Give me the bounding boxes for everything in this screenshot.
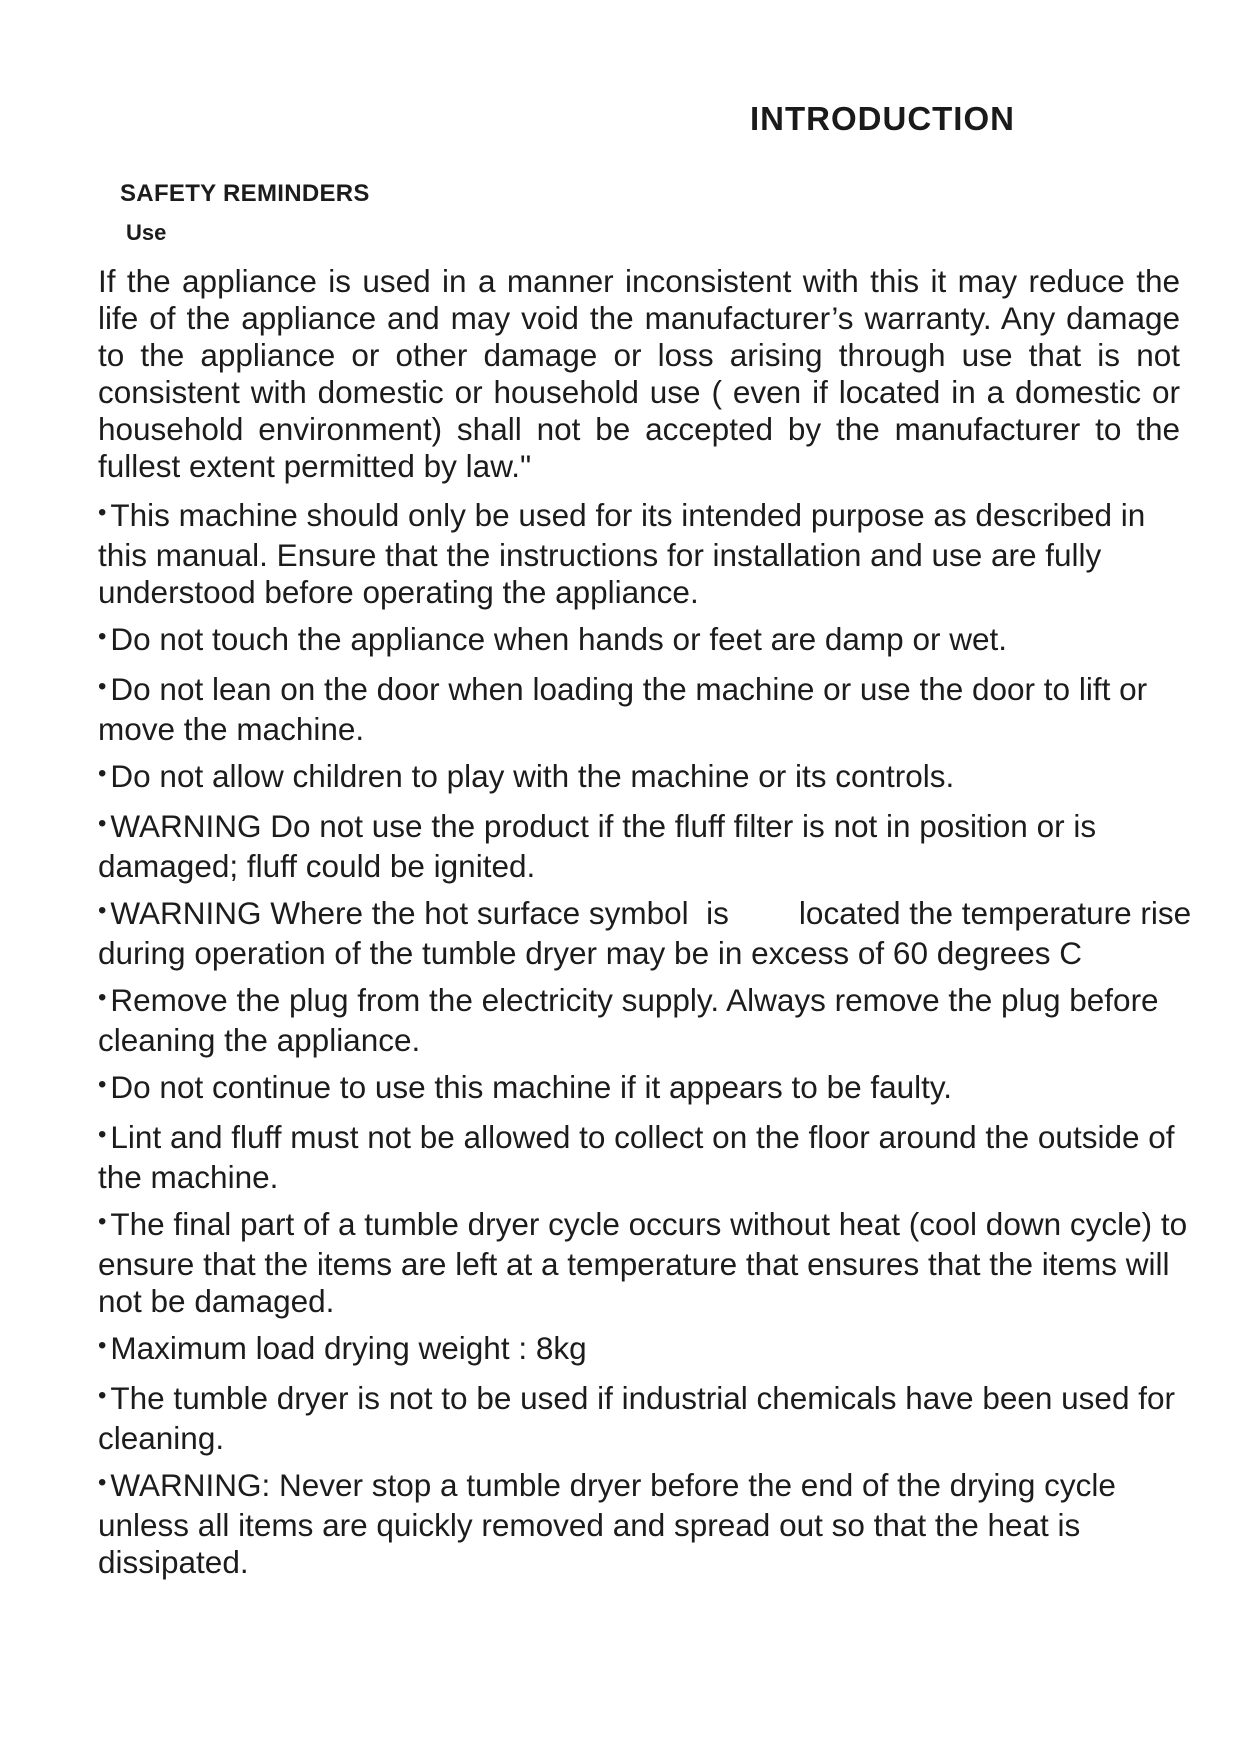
bullet-icon: • (98, 1469, 107, 1496)
safety-list (98, 497, 1198, 1581)
list-item (98, 1330, 1198, 1370)
list-item (98, 982, 1198, 1059)
bullet-icon: • (98, 1208, 107, 1235)
list-item (98, 808, 1198, 885)
section-heading: SAFETY REMINDERS (120, 180, 370, 207)
list-item (98, 1206, 1198, 1320)
list-item (98, 1380, 1198, 1457)
bullet-icon: • (98, 623, 107, 650)
bullet-icon: • (98, 1382, 107, 1409)
list-item-text: The final part of a tumble dryer cycle occurs without heat (cool down cycle) to ensure that the items are left at a temperature that ensures that the items will not be damaged. (98, 1206, 1188, 1319)
bullet-icon: • (98, 1332, 107, 1359)
list-item-text: Do not continue to use this machine if it appears to be faulty. (110, 1069, 953, 1105)
page-title: INTRODUCTION (750, 100, 1015, 137)
list-item-text: Do not touch the appliance when hands or feet are damp or wet. (110, 621, 1007, 657)
bullet-icon: • (98, 897, 107, 924)
intro-paragraph: If the appliance is used in a manner inconsistent with this it may reduce the life of the appliance and may void the manufacturer’s warranty. Any damage to the appliance or other damage or loss arising through use that is not consistent with domestic or household use ( even if located in a domestic or household environment) shall not be accepted by the manufacturer to the fullest extent permitted by law." (98, 263, 1180, 484)
list-item (98, 497, 1198, 611)
list-item-text: The tumble dryer is not to be used if industrial chemicals have been used for cleaning. (98, 1380, 1175, 1456)
sub-heading: Use (126, 220, 167, 245)
bullet-icon: • (98, 499, 107, 526)
body-text (98, 263, 1198, 1591)
list-item-text: WARNING Where the hot surface symbol is located the temperature rise during operation of the tumble dryer may be in excess of 60 degrees C (98, 895, 1200, 971)
list-item-text: Lint and fluff must not be allowed to collect on the floor around the outside of the machine. (98, 1119, 1175, 1195)
bullet-icon: • (98, 810, 107, 837)
list-item-text: Do not lean on the door when loading the machine or use the door to lift or move the machine. (98, 671, 1148, 747)
list-item (98, 895, 1198, 972)
list-item (98, 621, 1198, 661)
bullet-icon: • (98, 673, 107, 700)
list-item (98, 1119, 1198, 1196)
list-item (98, 671, 1198, 748)
list-item-text: WARNING: Never stop a tumble dryer before the end of the drying cycle unless all items are quickly removed and spread out so that the heat is dissipated. (98, 1467, 1116, 1580)
list-item-text: Do not allow children to play with the machine or its controls. (110, 758, 955, 794)
list-item-text: Remove the plug from the electricity supply. Always remove the plug before cleaning the appliance. (98, 982, 1159, 1058)
list-item (98, 1467, 1198, 1581)
list-item-text: Maximum load drying weight : 8kg (110, 1330, 587, 1366)
bullet-icon: • (98, 1071, 107, 1098)
list-item (98, 758, 1198, 798)
list-item (98, 1069, 1198, 1109)
bullet-icon: • (98, 1121, 107, 1148)
list-item-text: WARNING Do not use the product if the fluff filter is not in position or is damaged; fluff could be ignited. (98, 808, 1097, 884)
list-item-text: This machine should only be used for its intended purpose as described in this manual. Ensure that the instructions for installation and use are fully understood before operating the appliance. (98, 497, 1146, 610)
bullet-icon: • (98, 760, 107, 787)
bullet-icon: • (98, 984, 107, 1011)
